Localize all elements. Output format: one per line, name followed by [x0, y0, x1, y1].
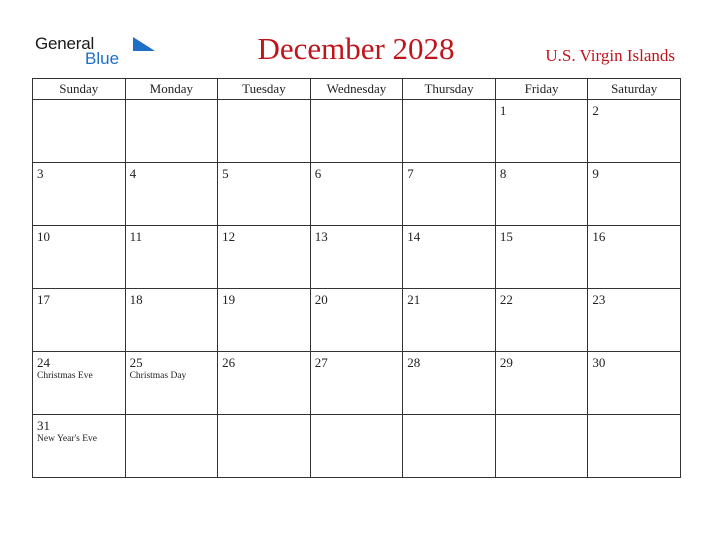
day-number: 2: [592, 103, 599, 118]
day-number: 28: [407, 355, 421, 370]
weekday-header: Friday: [495, 79, 588, 100]
day-cell: [33, 415, 126, 478]
holiday-label: Christmas Day: [129, 371, 187, 381]
day-cell: [310, 163, 403, 226]
day-number: 3: [37, 166, 44, 181]
day-cell: [403, 415, 496, 478]
day-number: 7: [407, 166, 414, 181]
weekday-header: Saturday: [588, 79, 681, 100]
day-number: 6: [314, 166, 322, 181]
day-number: 30: [592, 355, 606, 370]
day-number: 31: [37, 418, 50, 433]
day-number: 26: [222, 355, 236, 370]
holiday-label: New Year's Eve: [37, 434, 98, 444]
day-cell: [495, 100, 588, 163]
region-name: U.S. Virgin Islands: [545, 46, 675, 65]
day-number: 10: [37, 229, 50, 244]
week-row: [33, 352, 681, 415]
day-number: 23: [592, 292, 606, 307]
day-number: 11: [129, 229, 143, 244]
day-number: 12: [222, 229, 236, 244]
holiday-label: Christmas Eve: [37, 371, 93, 381]
day-cell: [33, 226, 126, 289]
day-cell: [588, 163, 681, 226]
day-number: 24: [37, 355, 50, 370]
day-number: 14: [407, 229, 421, 244]
day-number: 4: [129, 166, 137, 181]
day-cell: [310, 100, 403, 163]
day-number: 22: [499, 292, 513, 307]
day-cell: [125, 163, 218, 226]
day-cell: [310, 415, 403, 478]
day-cell: [403, 352, 496, 415]
day-cell: [310, 352, 403, 415]
day-cell: [495, 289, 588, 352]
day-cell: [403, 100, 496, 163]
day-number: 1: [499, 103, 507, 118]
week-row: [33, 100, 681, 163]
weekday-header: Sunday: [33, 79, 126, 100]
day-cell: [125, 289, 218, 352]
weekday-header: Monday: [125, 79, 218, 100]
day-cell: [33, 289, 126, 352]
day-cell: [403, 289, 496, 352]
day-cell: [495, 226, 588, 289]
day-number: 21: [407, 292, 421, 307]
calendar-grid: [32, 78, 681, 478]
day-cell: [403, 226, 496, 289]
day-number: 29: [499, 355, 513, 370]
day-number: 20: [314, 292, 328, 307]
week-row: [33, 415, 681, 478]
day-cell: [403, 163, 496, 226]
day-cell: [33, 100, 126, 163]
day-cell: [125, 352, 218, 415]
day-cell: [218, 415, 311, 478]
day-number: 13: [314, 229, 328, 244]
day-cell: [495, 415, 588, 478]
day-cell: [218, 100, 311, 163]
day-cell: [125, 226, 218, 289]
day-cell: [495, 163, 588, 226]
day-number: 25: [129, 355, 143, 370]
day-number: 9: [592, 166, 599, 181]
weekday-header: Thursday: [403, 79, 496, 100]
calendar-title: December 2028: [257, 31, 455, 66]
day-cell: [218, 226, 311, 289]
day-cell: [495, 352, 588, 415]
day-cell: [33, 352, 126, 415]
day-cell: [218, 289, 311, 352]
day-cell: [588, 352, 681, 415]
day-cell: [218, 163, 311, 226]
day-cell: [588, 226, 681, 289]
day-number: 18: [129, 292, 143, 307]
day-number: 15: [499, 229, 513, 244]
day-cell: [310, 226, 403, 289]
day-number: 17: [37, 292, 50, 307]
day-cell: [125, 415, 218, 478]
week-row: [33, 163, 681, 226]
weekday-header-row: [33, 79, 681, 100]
day-cell: [588, 100, 681, 163]
day-cell: [588, 289, 681, 352]
day-cell: [588, 415, 681, 478]
week-row: [33, 289, 681, 352]
day-number: 16: [592, 229, 606, 244]
day-number: 27: [314, 355, 328, 370]
weekday-header: Wednesday: [310, 79, 403, 100]
day-number: 8: [499, 166, 507, 181]
weekday-header: Tuesday: [218, 79, 311, 100]
logo-blue-text: Blue: [85, 49, 120, 68]
day-number: 19: [222, 292, 236, 307]
day-cell: [33, 163, 126, 226]
day-cell: [125, 100, 218, 163]
logo-general-text: General: [35, 34, 95, 53]
day-number: 5: [222, 166, 229, 181]
week-row: [33, 226, 681, 289]
day-cell: [218, 352, 311, 415]
day-cell: [310, 289, 403, 352]
